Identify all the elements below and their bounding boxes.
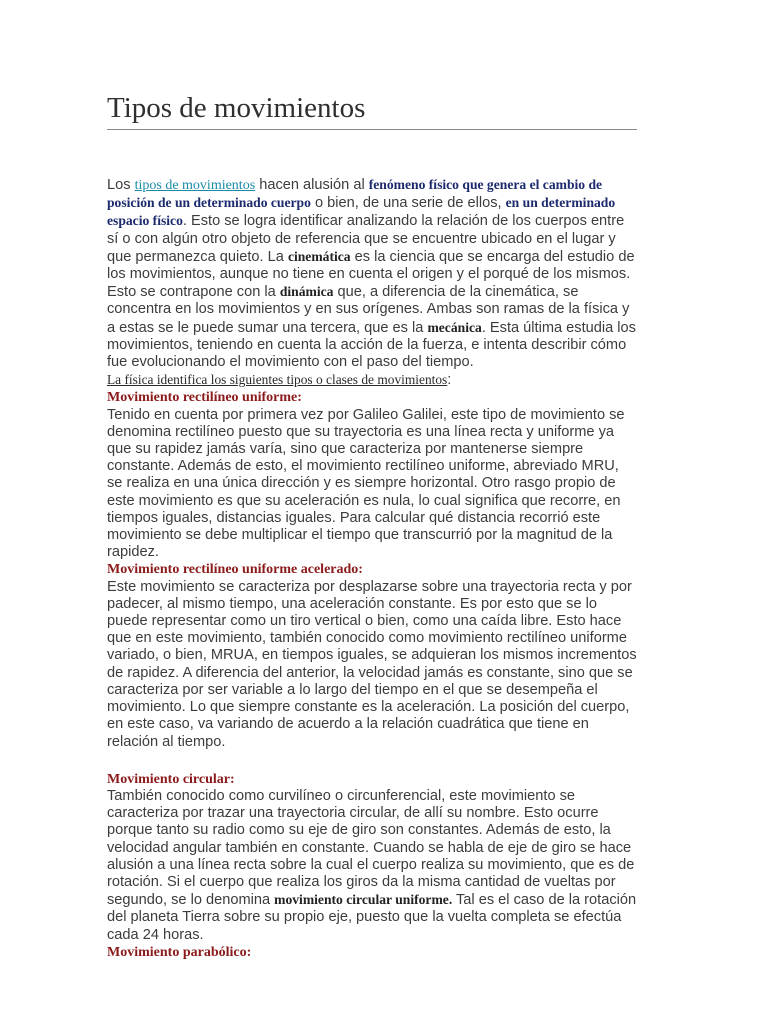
document-page <box>107 90 637 961</box>
lead-line <box>107 371 637 389</box>
section-heading: Movimiento circular: <box>107 771 235 787</box>
text-run: que, a diferencia de la cinemática, se concentra en los movimientos y en sus orígenes. Ambas son ramas de la física y a estas se le puede sumar una tercera, que es la <box>107 284 630 336</box>
text-run: Esto se contrapone con la <box>107 284 280 301</box>
text-run: hacen alusión al <box>255 177 369 193</box>
section-body <box>107 788 637 944</box>
tipos-de-movimientos-link[interactable]: tipos de movimientos <box>134 178 256 193</box>
text-run: . Esta última estudia los movimientos, teniendo en cuenta la acción de la fuerza, e intenta describir cómo fue evolucionando el movimiento con el paso del tiempo. <box>107 319 636 371</box>
text-run: Los <box>107 177 135 193</box>
text-run: : <box>447 372 452 389</box>
lead-underlined: La física identifica los siguientes tipos o clases de movimientos <box>107 372 448 388</box>
section-circular <box>107 771 637 944</box>
page-title: Tipos de movimientos <box>107 90 637 130</box>
text-run: o bien, de una serie de ellos, <box>310 195 506 212</box>
section-heading: Movimiento rectilíneo uniforme: <box>107 390 302 406</box>
section-body: Este movimiento se caracteriza por desplazarse sobre una trayectoria recta y por padecer, al mismo tiempo, una aceleración constante. Es por esto que se lo puede representar como un tiro vertical o bien, como una caída libre. Esto hace que en este movimiento, también conocido como movimiento rectilíneo uniforme variado, o bien, MRUA, en tiempos iguales, se adquieran los mismos incrementos de rapidez. A diferencia del anterior, la velocidad jamás es constante, sino que se caracteriza por ser variable a lo largo del tiempo en el que se desempeña el movimiento. Lo que siempre constante es la aceleración. La posición del cuerpo, en este caso, va variando de acuerdo a la relación cuadrática que tiene en relación al tiempo. <box>107 578 637 750</box>
text-run: Tal es el caso de la rotación del planeta Tierra sobre su propio eje, puesto que la vuelta completa se efectúa cada 24 horas. <box>107 892 637 943</box>
highlight-espacio: en un determinado espacio físico <box>107 195 616 229</box>
text-run: es la ciencia que se encarga del estudio de los movimientos, aunque no tiene en cuenta el origen y el porqué de los mismos. <box>107 248 635 283</box>
intro-section <box>107 176 637 389</box>
section-mrua <box>107 561 637 750</box>
term-cinematica: cinemática <box>287 248 351 264</box>
term-mecanica: mecánica <box>427 319 482 335</box>
intro-paragraph-2 <box>107 283 637 371</box>
section-heading: Movimiento parabólico: <box>107 944 252 960</box>
section-mru <box>107 389 637 561</box>
section-body: Tenido en cuenta por primera vez por Galileo Galilei, este tipo de movimiento se denomina rectilíneo puesto que su trayectoria es una línea recta y uniforme ya que su rapidez jamás varía, sino que caracteriza por mantenerse siempre constante. Además de esto, el movimiento rectilíneo uniforme, abreviado MRU, se realiza en una única dirección y es siempre horizontal. Otro rasgo propio de este movimiento es que su aceleración es nula, lo cual significa que recorre, en tiempos iguales, distancias iguales. Para calcular qué distancia recorrió este movimiento se debe multiplicar el tiempo que transcurrió por la magnitud de la rapidez. <box>107 406 625 561</box>
intro-paragraph-1 <box>107 176 637 283</box>
term-dinamica: dinámica <box>279 284 334 300</box>
spacer <box>107 751 637 771</box>
text-run: También conocido como curvilíneo o circunferencial, este movimiento se caracteriza por trazar una trayectoria circular, de allí su nombre. Esto ocurre porque tanto su radio como su eje de giro son constantes. Además de esto, la velocidad angular también en constante. Cuando se habla de eje de giro se hace alusión a una línea recta sobre la cual el cuerpo realiza su movimiento, que es de rotación. Si el cuerpo que realiza los giros da la misma cantidad de vueltas por segundo, se lo denomina <box>107 787 635 909</box>
highlight-fenomeno: fenómeno físico que genera el cambio de posición de un determinado cuerpo <box>107 177 603 211</box>
term-mcu: movimiento circular uniforme. <box>274 892 453 908</box>
section-heading: Movimiento rectilíneo uniforme acelerado: <box>107 562 363 578</box>
section-parabolico <box>107 944 637 961</box>
text-run: . Esto se logra identificar analizando la relación de los cuerpos entre sí o con algún otro objeto de referencia que se encuentre ubicado en el lugar y que permanezca quieto. La <box>107 213 625 265</box>
